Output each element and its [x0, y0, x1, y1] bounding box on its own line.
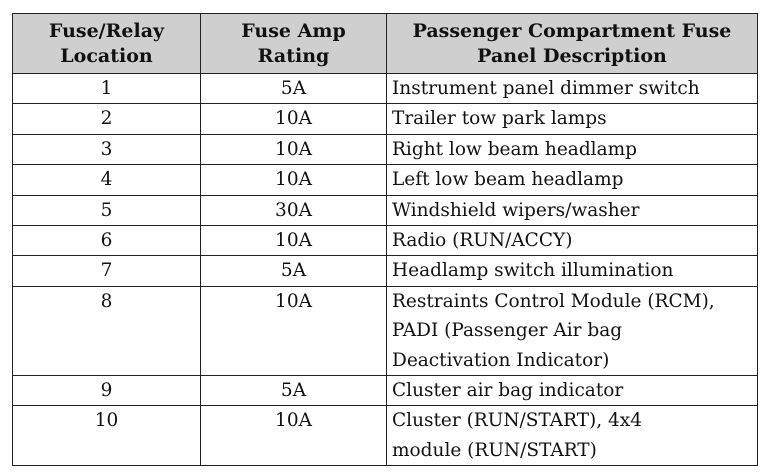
fuse-location-cell: 8 [13, 286, 201, 375]
cropped-preceding-text [0, 0, 770, 9]
fuse-amp-cell: 5A [201, 256, 387, 286]
fuse-table [12, 13, 758, 466]
description-line: Deactivation Indicator) [392, 349, 610, 371]
fuse-description-cell [387, 256, 758, 286]
table-row [13, 376, 758, 406]
column-header-location [13, 14, 201, 74]
column-header-line: Fuse/Relay [48, 19, 165, 42]
table-row [13, 406, 758, 466]
fuse-amp-cell: 10A [201, 165, 387, 195]
description-line: Headlamp switch illumination [392, 260, 674, 282]
description-line: Windshield wipers/washer [392, 199, 640, 221]
table-row [13, 104, 758, 134]
fuse-description-cell [387, 165, 758, 195]
column-header-line: Location [60, 44, 153, 67]
table-row [13, 134, 758, 164]
fuse-amp-cell: 10A [201, 104, 387, 134]
fuse-location-cell: 3 [13, 134, 201, 164]
fuse-location-cell: 10 [13, 406, 201, 466]
fuse-amp-cell: 10A [201, 134, 387, 164]
description-line: Instrument panel dimmer switch [392, 78, 700, 99]
description-line: Trailer tow park lamps [392, 108, 607, 130]
fuse-location-cell: 6 [13, 226, 201, 256]
column-header-description [387, 14, 758, 74]
table-body [13, 74, 758, 466]
description-line: Cluster (RUN/START), 4x4 [392, 410, 643, 432]
description-line: Left low beam headlamp [392, 169, 624, 191]
fuse-description-cell [387, 134, 758, 164]
column-header-line: Passenger Compartment Fuse [412, 19, 732, 42]
fuse-amp-cell: 10A [201, 406, 387, 466]
header-row [13, 14, 758, 74]
fuse-amp-cell: 10A [201, 286, 387, 375]
description-line: Right low beam headlamp [392, 138, 637, 160]
fuse-amp-cell: 10A [201, 226, 387, 256]
description-line: module (RUN/START) [392, 439, 597, 461]
fuse-description-cell [387, 195, 758, 225]
fuse-description-cell [387, 376, 758, 406]
description-line: Cluster air bag indicator [392, 380, 624, 402]
table-row [13, 226, 758, 256]
fuse-description-cell [387, 286, 758, 375]
fuse-location-cell: 5 [13, 195, 201, 225]
fuse-location-cell: 9 [13, 376, 201, 406]
description-line: PADI (Passenger Air bag [392, 320, 623, 342]
fuse-description-cell [387, 74, 758, 104]
fuse-amp-cell: 30A [201, 195, 387, 225]
column-header-amp-rating [201, 14, 387, 74]
fuse-amp-cell: 5A [201, 376, 387, 406]
fuse-location-cell: 1 [13, 74, 201, 104]
fuse-description-cell [387, 226, 758, 256]
fuse-location-cell: 2 [13, 104, 201, 134]
table-row [13, 195, 758, 225]
fuse-amp-cell: 5A [201, 74, 387, 104]
fuse-location-cell: 4 [13, 165, 201, 195]
column-header-line: Panel Description [477, 44, 667, 67]
table-row [13, 165, 758, 195]
fuse-location-cell: 7 [13, 256, 201, 286]
table-row [13, 256, 758, 286]
description-line: Restraints Control Module (RCM), [392, 290, 715, 312]
fuse-description-cell [387, 406, 758, 466]
description-line: Radio (RUN/ACCY) [392, 230, 573, 252]
fuse-description-cell [387, 104, 758, 134]
column-header-line: Fuse Amp [241, 19, 346, 42]
table-row [13, 74, 758, 104]
table-header [13, 14, 758, 74]
column-header-line: Rating [257, 44, 330, 67]
table-row [13, 286, 758, 375]
